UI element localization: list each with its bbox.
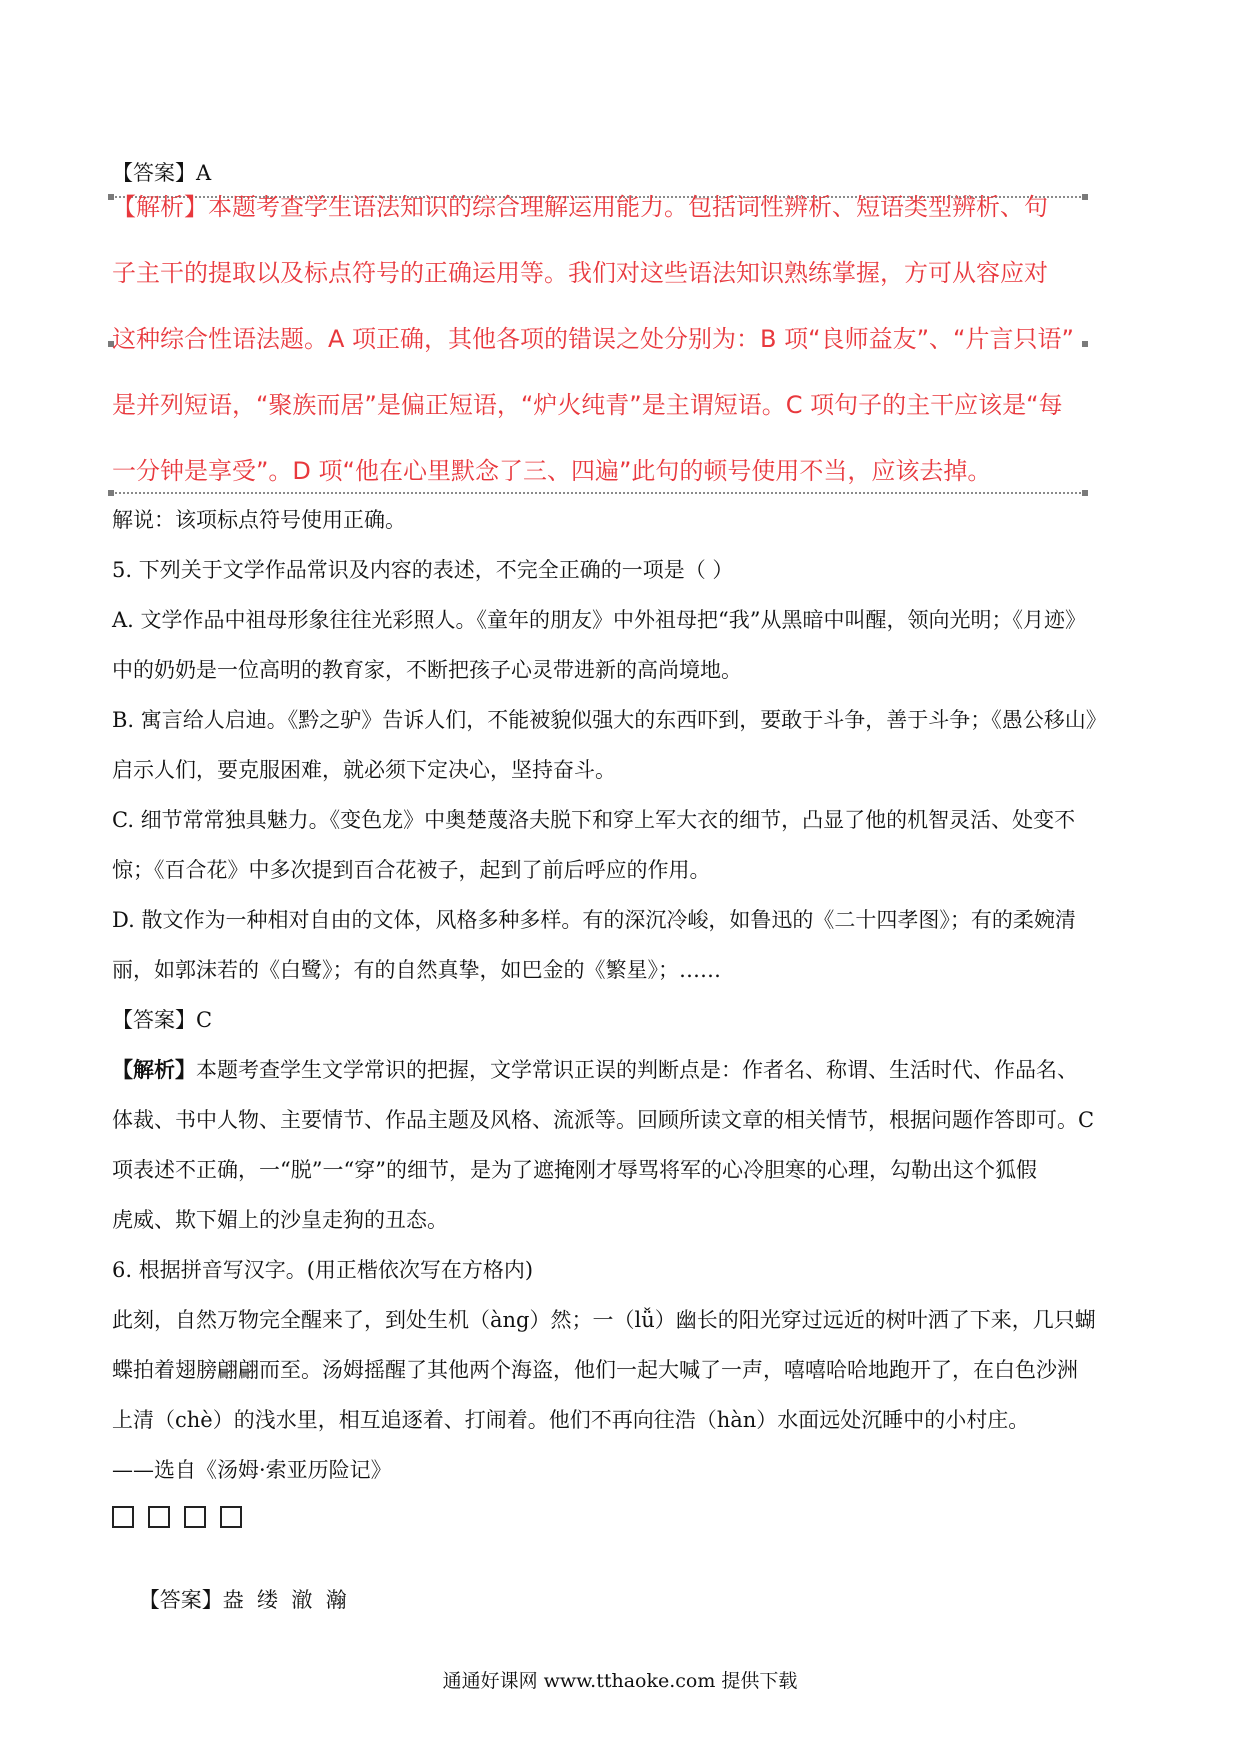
q5-answer <box>112 1005 1132 1035</box>
q6-answer-value: 盎 缕 澈 瀚 <box>222 1588 347 1612</box>
q5-option-line: 启示人们，要克服困难，就必须下定决心，坚持奋斗。 <box>112 758 616 782</box>
q6-passage-line: 此刻，自然万物完全醒来了，到处生机（àng）然；一（lǚ）幽长的阳光穿过远近的树叶洒了下来，几只蝴 <box>112 1308 1096 1332</box>
answer-1-value: A <box>196 161 212 185</box>
q5-option-line: B. 寓言给人启迪。《黔之驴》告诉人们，不能被貌似强大的东西吓到，要敢于斗争，善于斗争；《愚公移山》 <box>112 708 1107 732</box>
answer-1 <box>112 158 1132 188</box>
q5-option-line: A. 文学作品中祖母形象往往光彩照人。《童年的朋友》中外祖母把“我”从黑暗中叫醒，领向光明；《月迹》 <box>112 608 1086 632</box>
answer-box[interactable] <box>148 1506 170 1528</box>
q5-option-line: 丽，如郭沫若的《白鹭》；有的自然真挚，如巴金的《繁星》；…… <box>112 958 721 982</box>
resize-handle-bl[interactable] <box>108 490 114 496</box>
q5-analysis-label: 【解析】 <box>112 1057 196 1082</box>
answer-box[interactable] <box>112 1506 134 1528</box>
q6-stem: 6. 根据拼音写汉字。(用正楷依次写在方格内) <box>112 1258 534 1282</box>
analysis-1-line: 子主干的提取以及标点符号的正确运用等。我们对这些语法知识熟练掌握，方可从容应对 <box>112 259 1048 287</box>
q6-passage-line: 蝶拍着翅膀翩翩而至。汤姆摇醒了其他两个海盗，他们一起大喊了一声，嘻嘻哈哈地跑开了，在白色沙洲 <box>112 1358 1078 1382</box>
explanation: 解说：该项标点符号使用正确。 <box>112 508 406 532</box>
answer-box[interactable] <box>184 1506 206 1528</box>
resize-handle-br[interactable] <box>1082 490 1088 496</box>
q5-analysis-line: 体裁、书中人物、主要情节、作品主题及风格、流派等。回顾所读文章的相关情节，根据问题作答即可。C <box>112 1108 1095 1132</box>
analysis-1-line: 一分钟是享受”。D 项“他在心里默念了三、四遍”此句的顿号使用不当，应该去掉。 <box>112 457 992 485</box>
q5-option-line: 中的奶奶是一位高明的教育家，不断把孩子心灵带进新的高尚境地。 <box>112 658 742 682</box>
q5-analysis-text: 本题考查学生文学常识的把握，文学常识正误的判断点是：作者名、称谓、生活时代、作品名、 <box>196 1058 1078 1082</box>
analysis-1-line: 是并列短语，“聚族而居”是偏正短语，“炉火纯青”是主谓短语。C 项句子的主干应该是“每 <box>112 391 1063 419</box>
answer-box[interactable] <box>220 1506 242 1528</box>
q5-answer-label: 【答案】 <box>112 1008 196 1032</box>
q5-stem: 5. 下列关于文学作品常识及内容的表述，不完全正确的一项是（ ） <box>112 558 734 582</box>
answer-boxes <box>112 1506 242 1528</box>
q5-option-line: C. 细节常常独具魅力。《变色龙》中奥楚蔑洛夫脱下和穿上军大衣的细节，凸显了他的机智灵活、处变不 <box>112 808 1076 832</box>
answer-1-label: 【答案】 <box>112 161 196 185</box>
analysis-1-line: 【解析】本题考查学生语法知识的综合理解运用能力。包括词性辨析、短语类型辨析、句 <box>112 193 1048 221</box>
page-footer: 通通好课网 www.tthaoke.com 提供下载 <box>442 1670 798 1692</box>
q5-option-line: D. 散文作为一种相对自由的文体，风格多种多样。有的深沉冷峻，如鲁迅的《二十四孝图》；有的柔婉清 <box>112 908 1076 932</box>
q5-analysis-line: 项表述不正确，一“脱”一“穿”的细节，是为了遮掩刚才辱骂将军的心冷胆寒的心理，勾勒出这个狐假 <box>112 1158 1037 1182</box>
q6-answer-label: 【答案】 <box>138 1588 223 1612</box>
q6-passage-line: 上清（chè）的浅水里，相互追逐着、打闹着。他们不再向往浩（hàn）水面远处沉睡中的小村庄。 <box>112 1408 1030 1432</box>
q5-analysis-line <box>112 1055 1132 1085</box>
q5-analysis-line: 虎威、欺下媚上的沙皇走狗的丑态。 <box>112 1208 448 1232</box>
q5-option-line: 惊；《百合花》中多次提到百合花被子，起到了前后呼应的作用。 <box>112 858 711 882</box>
q5-answer-value: C <box>196 1008 213 1032</box>
analysis-1-line: 这种综合性语法题。A 项正确，其他各项的错误之处分别为：B 项“良师益友”、“片言只语” <box>112 325 1074 353</box>
q6-source: ——选自《汤姆·索亚历险记》 <box>112 1458 392 1482</box>
q6-answer <box>112 1555 1132 1645</box>
